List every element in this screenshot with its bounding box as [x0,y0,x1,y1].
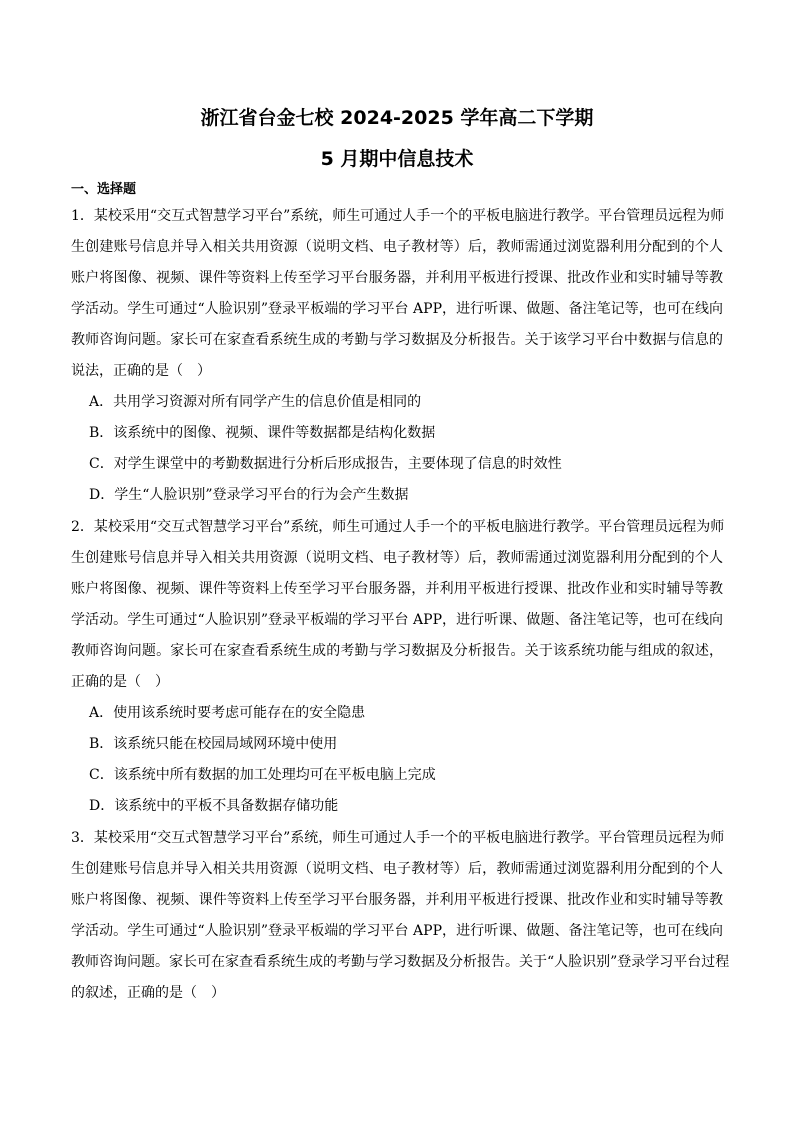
question-3-line-6: 的叙述，正确的是（ ） [71,985,225,1001]
question-3-line-3: 账户将图像、视频、课件等资料上传至学习平台服务器，并利用平板进行授课、批改作业和实时辅导等教 [71,892,723,908]
question-1-line-1: 1．某校采用“交互式智慧学习平台”系统，师生可通过人手一个的平板电脑进行教学。平台管理员远程为师 [71,208,725,224]
question-3 [71,823,730,1009]
document-subtitle: 5 月期中信息技术 [320,148,474,170]
question-1-line-2: 生创建账号信息并导入相关共用资源（说明文档、电子教材等）后，教师需通过浏览器利用分配到的个人 [71,239,723,255]
question-2-option-b: B．该系统只能在校园局域网环境中使用 [89,736,338,752]
section-heading: 一、选择题 [71,182,137,197]
question-2 [71,512,723,822]
question-1-line-3: 账户将图像、视频、课件等资料上传至学习平台服务器，并利用平板进行授课、批改作业和实时辅导等教 [71,270,723,286]
question-3-line-1: 3．某校采用“交互式智慧学习平台”系统，师生可通过人手一个的平板电脑进行教学。平台管理员远程为师 [71,830,725,846]
question-1-option-d: D．学生“人脸识别”登录学习平台的行为会产生数据 [89,487,409,503]
question-1-option-c: C．对学生课堂中的考勤数据进行分析后形成报告，主要体现了信息的时效性 [89,456,562,472]
question-2-option-a: A．使用该系统时要考虑可能存在的安全隐患 [89,705,366,721]
question-2-line-1: 2．某校采用“交互式智慧学习平台”系统，师生可通过人手一个的平板电脑进行教学。平台管理员远程为师 [71,519,725,535]
question-1 [71,201,723,511]
question-2-option-d: D．该系统中的平板不具备数据存储功能 [89,798,339,814]
question-2-line-5: 教师咨询问题。家长可在家查看系统生成的考勤与学习数据及分析报告。关于该系统功能与组成的叙述， [71,643,723,659]
question-2-line-2: 生创建账号信息并导入相关共用资源（说明文档、电子教材等）后，教师需通过浏览器利用分配到的个人 [71,550,723,566]
question-2-line-4: 学活动。学生可通过“人脸识别”登录平板端的学习平台 APP，进行听课、做题、备注笔记等，也可在线向 [71,612,723,628]
question-1-line-6: 说法，正确的是（ ） [71,363,211,379]
question-2-option-c: C．该系统中所有数据的加工处理均可在平板电脑上完成 [89,767,436,783]
question-1-line-4: 学活动。学生可通过“人脸识别”登录平板端的学习平台 APP，进行听课、做题、备注笔记等，也可在线向 [71,301,723,317]
question-3-line-2: 生创建账号信息并导入相关共用资源（说明文档、电子教材等）后，教师需通过浏览器利用分配到的个人 [71,861,723,877]
question-1-line-5: 教师咨询问题。家长可在家查看系统生成的考勤与学习数据及分析报告。关于该学习平台中数据与信息的 [71,332,723,348]
question-3-line-4: 学活动。学生可通过“人脸识别”登录平板端的学习平台 APP，进行听课、做题、备注笔记等，也可在线向 [71,923,723,939]
question-2-line-3: 账户将图像、视频、课件等资料上传至学习平台服务器，并利用平板进行授课、批改作业和实时辅导等教 [71,581,723,597]
question-2-line-6: 正确的是（ ） [71,674,169,690]
question-1-option-a: A．共用学习资源对所有同学产生的信息价值是相同的 [89,394,422,410]
question-3-line-5: 教师咨询问题。家长可在家查看系统生成的考勤与学习数据及分析报告。关于“人脸识别”登录学习平台过程 [71,954,730,970]
question-1-option-b: B．该系统中的图像、视频、课件等数据都是结构化数据 [89,425,436,441]
document-title: 浙江省台金七校 2024-2025 学年高二下学期 [200,107,594,129]
